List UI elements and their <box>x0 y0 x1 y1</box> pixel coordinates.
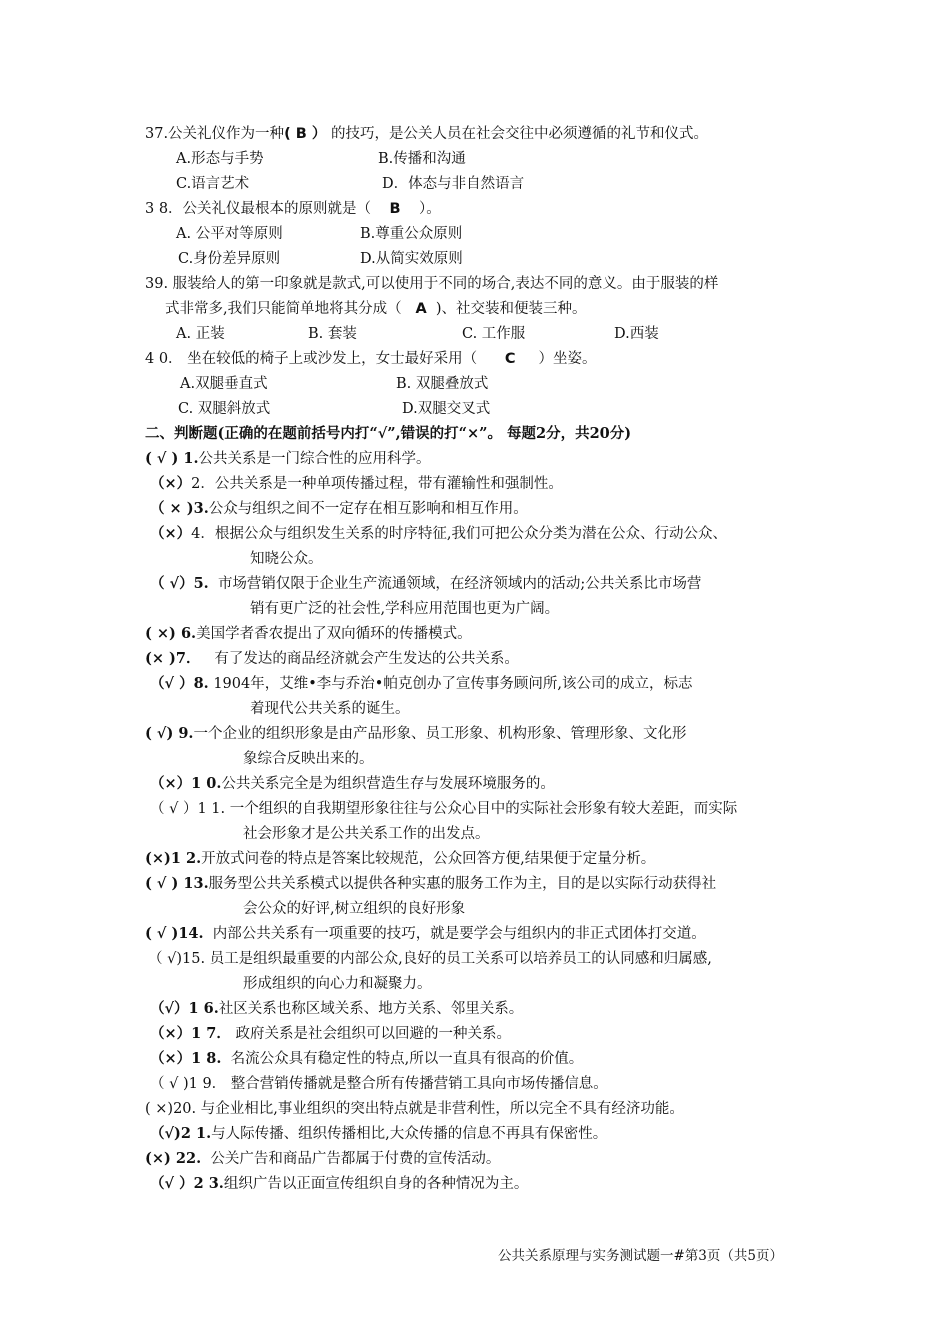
question-40-option-a: A.双腿垂直式 <box>180 376 268 392</box>
tf-item-19 <box>150 1074 608 1094</box>
question-39-option-d: D.西装 <box>614 326 659 342</box>
question-40-stem-end: ）坐姿。 <box>538 351 597 367</box>
tf-item-mark: (×)1 2. <box>145 850 202 867</box>
question-38-stem-start: 3 8．公关礼仪最根本的原则就是（ <box>145 201 372 217</box>
tf-item-mark: (×) 22. <box>145 1150 202 1167</box>
question-39-line-2 <box>165 299 587 319</box>
tf-item-9-continuation: 象综合反映出来的。 <box>243 751 374 767</box>
tf-item-13 <box>145 874 716 894</box>
tf-item-mark: （√ ）8. <box>150 675 209 692</box>
question-37-option-a: A.形态与手势 <box>176 151 264 167</box>
question-37-answer: ( B ） <box>284 126 327 142</box>
question-40-option-d: D.双腿交叉式 <box>402 401 491 417</box>
tf-item-mark: ( ×)20. <box>145 1101 197 1117</box>
tf-item-15-continuation: 形成组织的向心力和凝聚力。 <box>243 976 432 992</box>
tf-item-text: 组织广告以正面宣传组织自身的各种情况为主。 <box>223 1176 529 1192</box>
question-38 <box>145 199 441 219</box>
tf-item-text: 内部公共关系有一项重要的技巧，就是要学会与组织内的非正式团体打交道。 <box>212 926 706 942</box>
tf-item-text: 有了发达的商品经济就会产生发达的公共关系。 <box>214 651 519 667</box>
tf-item-4-continuation: 知晓公众。 <box>250 551 323 567</box>
tf-item-text: 公众与组织之间不一定存在相互影响和相互作用。 <box>208 501 528 517</box>
tf-item-mark: （√ ）2 3. <box>150 1175 224 1192</box>
tf-item-5-continuation: 销有更广泛的社会性,学科应用范围也更为广阔。 <box>250 601 560 617</box>
tf-item-mark: （×） <box>150 475 192 492</box>
tf-item-mark: （ √ )1 9． <box>150 1076 227 1092</box>
tf-item-12 <box>145 849 655 869</box>
tf-item-1 <box>145 449 431 469</box>
question-38-option-a: A. 公平对等原则 <box>176 226 283 242</box>
tf-item-text: 员工是组织最重要的内部公众,良好的员工关系可以培养员工的认同感和归属感, <box>209 951 712 967</box>
tf-item-23 <box>150 1174 528 1194</box>
tf-item-text: 美国学者香农提出了双向循环的传播模式。 <box>196 626 472 642</box>
question-38-option-c: C.身份差异原则 <box>178 251 281 267</box>
question-40-option-b: B. 双腿叠放式 <box>396 376 489 392</box>
question-40-stem-start: 4 0． 坐在较低的椅子上或沙发上，女士最好采用（ <box>145 351 478 367</box>
page-footer: 公共关系原理与实务测试题一#第3页（共5页） <box>498 1248 783 1264</box>
question-40-answer: C <box>504 351 516 367</box>
question-40 <box>145 349 597 369</box>
question-39-option-c: C. 工作服 <box>462 326 526 342</box>
tf-item-text: 整合营销传播就是整合所有传播营销工具向市场传播信息。 <box>230 1076 608 1092</box>
question-39-stem-start: 式非常多,我们只能简单地将其分成（ <box>165 301 402 317</box>
question-37-option-d: D．体态与非自然语言 <box>382 176 525 192</box>
question-40-option-c: C. 双腿斜放式 <box>178 401 271 417</box>
tf-item-mark: ( √ ) 1. <box>145 450 199 467</box>
tf-item-7 <box>145 649 519 669</box>
tf-item-9 <box>145 724 686 744</box>
tf-item-mark: （×）1 0. <box>150 775 222 792</box>
tf-item-17 <box>150 1024 511 1044</box>
tf-item-text: 与企业相比,事业组织的突出特点就是非营利性，所以完全不具有经济功能。 <box>200 1101 684 1117</box>
tf-item-mark: ( √) 9. <box>145 725 194 742</box>
tf-item-text: 服务型公共关系模式以提供各种实惠的服务工作为主，目的是以实际行动获得社 <box>208 876 717 892</box>
question-39-line-1: 39. 服装给人的第一印象就是款式,可以使用于不同的场合,表达不同的意义。由于服装的样 <box>145 276 719 292</box>
question-39-option-a: A. 正装 <box>176 326 225 342</box>
tf-item-text: 社区关系也称区域关系、地方关系、邻里关系。 <box>218 1001 524 1017</box>
tf-item-15 <box>148 949 712 969</box>
tf-item-13-continuation: 会公众的好评,树立组织的良好形象 <box>243 901 466 917</box>
tf-item-8 <box>150 674 692 694</box>
question-38-option-b: B.尊重公众原则 <box>360 226 463 242</box>
tf-item-text: 与人际传播、组织传播相比,大众传播的信息不再具有保密性。 <box>211 1126 608 1142</box>
question-38-option-d: D.从简实效原则 <box>360 251 463 267</box>
tf-item-2 <box>150 474 563 494</box>
tf-item-mark: （ √ ）1 1. <box>150 801 226 817</box>
tf-item-18 <box>150 1049 583 1069</box>
tf-item-text: 公关广告和商品广告都属于付费的宣传活动。 <box>210 1151 501 1167</box>
tf-item-10 <box>150 774 555 794</box>
tf-item-8-continuation: 着现代公共关系的诞生。 <box>250 701 410 717</box>
question-39-stem-end: )、社交装和便装三种。 <box>435 301 587 317</box>
tf-item-mark: （×）1 7． <box>150 1025 231 1042</box>
section-2-title: 二、判断题(正确的在题前括号内打“√”,错误的打“×”。 每题2分，共20分) <box>145 425 632 442</box>
question-39-option-b: B. 套装 <box>308 326 357 342</box>
tf-item-mark: （×） <box>150 525 192 542</box>
tf-item-mark: （ √）5. <box>150 575 209 592</box>
tf-item-text: 一个组织的自我期望形象往往与公众心目中的实际社会形象有较大差距，而实际 <box>229 801 738 817</box>
tf-item-21 <box>150 1124 607 1144</box>
question-37-stem-end: 的技巧，是公关人员在社会交往中必须遵循的礼节和仪式。 <box>330 126 708 142</box>
tf-item-3 <box>150 499 528 519</box>
tf-item-mark: ( √ )14. <box>145 925 204 942</box>
question-39-answer: A <box>415 301 427 317</box>
tf-item-mark: （√）1 6. <box>150 1000 219 1017</box>
tf-item-mark: （ √)15. <box>148 951 206 967</box>
question-38-answer: B <box>389 201 401 217</box>
tf-item-mark: ( √ ) 13. <box>145 875 209 892</box>
tf-item-5 <box>150 574 701 594</box>
tf-item-text: 2．公共关系是一种单项传播过程，带有灌输性和强制性。 <box>191 476 563 492</box>
tf-item-text: 一个企业的组织形象是由产品形象、员工形象、机构形象、管理形象、文化形 <box>193 726 687 742</box>
question-37-option-c: C.语言艺术 <box>176 176 250 192</box>
tf-item-mark: （√)2 1. <box>150 1125 212 1142</box>
tf-item-6 <box>145 624 472 644</box>
tf-item-mark: (× )7． <box>145 650 201 667</box>
tf-item-text: 公共关系完全是为组织营造生存与发展环境服务的。 <box>221 776 555 792</box>
tf-item-text: 4．根据公众与组织发生关系的时序特征,我们可把公众分类为潜在公众、行动公众、 <box>191 526 727 542</box>
tf-item-4 <box>150 524 727 544</box>
tf-item-mark: （ × )3. <box>150 500 209 517</box>
tf-item-text: 市场营销仅限于企业生产流通领域，在经济领域内的活动;公共关系比市场营 <box>217 576 702 592</box>
tf-item-14 <box>145 924 706 944</box>
tf-item-text: 名流公众具有稳定性的特点,所以一直具有很高的价值。 <box>230 1051 584 1067</box>
tf-item-11-continuation: 社会形象才是公共关系工作的出发点。 <box>243 826 490 842</box>
question-37 <box>145 124 708 144</box>
question-37-stem-start: 37.公关礼仪作为一种 <box>145 126 285 142</box>
tf-item-16 <box>150 999 523 1019</box>
tf-item-text: 政府关系是社会组织可以回避的一种关系。 <box>235 1026 511 1042</box>
tf-item-text: 1904年，艾维•李与乔治•帕克创办了宣传事务顾问所,该公司的成立，标志 <box>213 676 693 692</box>
tf-item-20 <box>145 1099 684 1119</box>
tf-item-text: 开放式问卷的特点是答案比较规范，公众回答方便,结果便于定量分析。 <box>201 851 656 867</box>
tf-item-22 <box>145 1149 500 1169</box>
question-37-option-b: B.传播和沟通 <box>378 151 466 167</box>
tf-item-11 <box>150 799 737 819</box>
question-38-stem-end: ）。 <box>419 201 441 217</box>
tf-item-mark: （×）1 8. <box>150 1050 222 1067</box>
tf-item-mark: ( ×) 6. <box>145 625 197 642</box>
tf-item-text: 公共关系是一门综合性的应用科学。 <box>198 451 431 467</box>
